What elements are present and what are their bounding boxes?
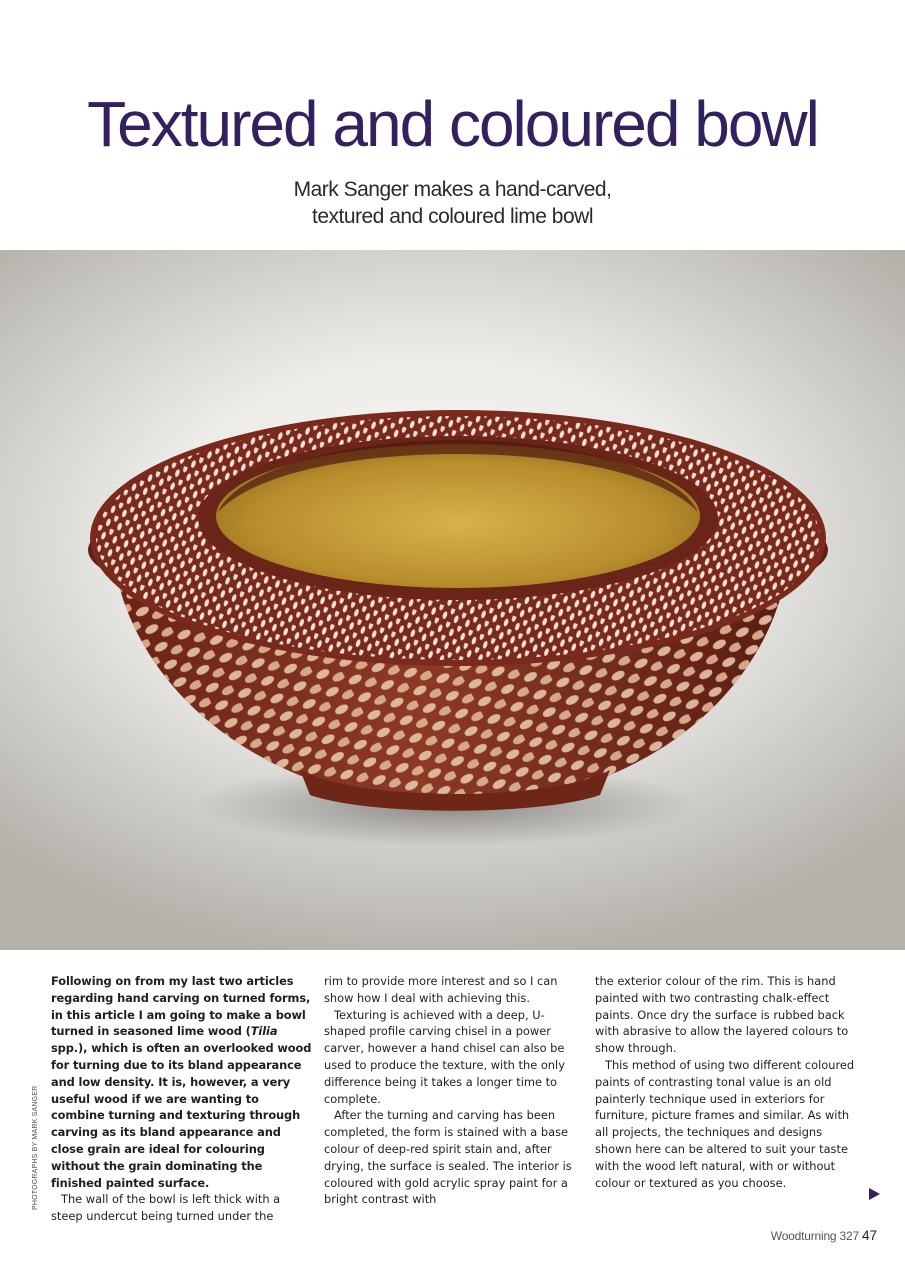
photo-credit: PHOTOGRAPHS BY MARK SANGER — [32, 1085, 39, 1210]
body-paragraph: The wall of the bowl is left thick with a steep undercut being turned under the — [51, 1192, 281, 1224]
body-column-3 — [595, 973, 857, 1191]
right-triangle-icon — [869, 1188, 880, 1200]
body-column-2 — [324, 973, 586, 1208]
lead-text-end: spp.), which is often an overlooked wood for turning due to its bland appearance and low density. It is, however, a very useful wood if we are wanting to combine turning and texturing through carving as its bland appearance and close grain are ideal for colouring without the grain dominating the finished painted surface. — [51, 1041, 312, 1190]
standfirst-line-2: textured and coloured lime bowl — [311, 205, 593, 228]
publication-name: Woodturning 327 — [770, 1229, 859, 1243]
body-paragraph: This method of using two different coloured paints of contrasting tonal value is an old painterly technique used in exteriors for furniture, picture frames and similar. As with all projects, the techniques and designs shown here can be altered to suit your taste with the wood left natural, with or without colour or textured as you choose. — [595, 1057, 855, 1190]
bowl-illustration — [0, 250, 905, 950]
body-paragraph: After the turning and carving has been completed, the form is stained with a base colour of deep-red spirit stain and, after drying, the surface is sealed. The interior is coloured with gold acrylic spray paint for a bright contrast with — [324, 1108, 572, 1207]
page-number: 47 — [861, 1228, 877, 1243]
body-paragraph: Texturing is achieved with a deep, U-shaped profile carving chisel in a power carver, however a hand chisel can also be used to produce the texture, with the only difference being it takes a longer time to complete. — [324, 1007, 565, 1106]
body-column-1 — [51, 973, 313, 1225]
lead-paragraph — [51, 973, 313, 1191]
lead-text-start: Following on from my last two articles regarding hand carving on turned forms, in this article I am going to make a bowl turned in seasoned lime wood ( — [51, 974, 311, 1039]
page-folio — [771, 1228, 877, 1243]
latin-name: Tilia — [250, 1024, 278, 1039]
body-paragraph: the exterior colour of the rim. This is hand painted with two contrasting chalk-effect paints. Once dry the surface is rubbed back with abrasive to allow the layered colours to show through. — [595, 974, 849, 1056]
body-paragraph: rim to provide more interest and so I can show how I deal with achieving this. — [324, 974, 558, 1005]
article-title: Textured and coloured bowl — [87, 88, 818, 160]
standfirst-line-1: Mark Sanger makes a hand-carved, — [293, 178, 612, 201]
article-standfirst — [0, 176, 905, 230]
bowl-photo — [0, 250, 905, 950]
